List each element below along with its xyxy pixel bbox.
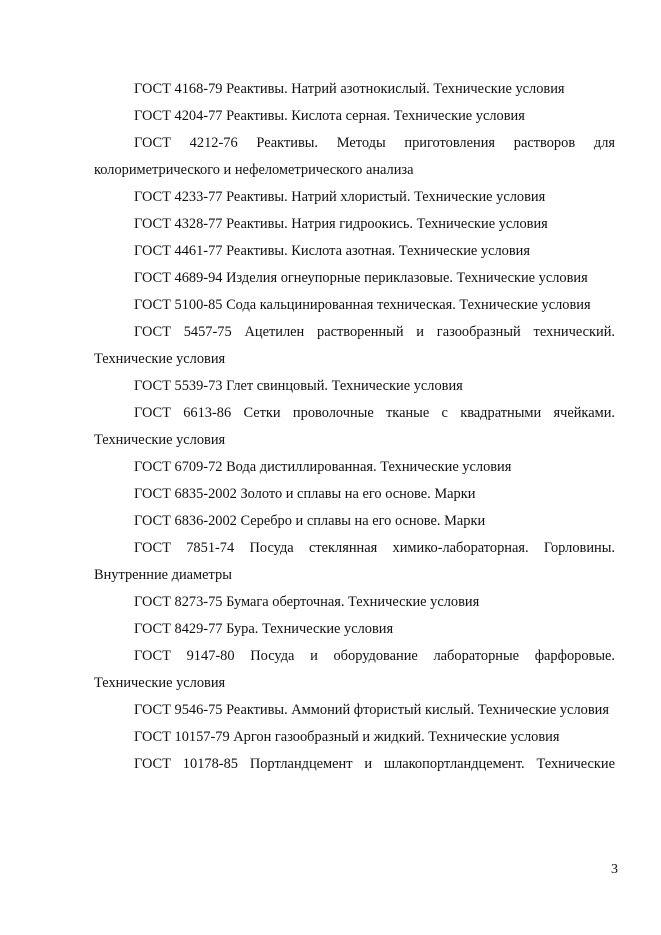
gost-entry: ГОСТ 4204-77 Реактивы. Кислота серная. Технические условия: [134, 108, 525, 124]
gost-entry: ГОСТ 4168-79 Реактивы. Натрий азотнокислый. Технические условия: [134, 81, 565, 97]
gost-entry: ГОСТ 4212-76 Реактивы. Методы приготовления растворов для колориметрического и нефелометрического анализа: [94, 135, 615, 178]
gost-entry: ГОСТ 5457-75 Ацетилен растворенный и газообразный технический. Технические условия: [94, 324, 615, 367]
gost-entry: ГОСТ 9546-75 Реактивы. Аммоний фтористый кислый. Технические условия: [134, 702, 609, 718]
gost-entry: ГОСТ 4328-77 Реактивы. Натрия гидроокись. Технические условия: [134, 216, 548, 232]
page-number: 3: [611, 862, 618, 877]
gost-entry: ГОСТ 10178-85 Портландцемент и шлакопортландцемент. Технические: [134, 756, 615, 772]
gost-entry: ГОСТ 6835-2002 Золото и сплавы на его основе. Марки: [134, 486, 476, 502]
gost-entry: ГОСТ 4233-77 Реактивы. Натрий хлористый. Технические условия: [134, 189, 546, 205]
gost-entry: ГОСТ 8429-77 Бура. Технические условия: [134, 621, 394, 637]
gost-entry: ГОСТ 8273-75 Бумага оберточная. Технические условия: [134, 594, 480, 610]
gost-entry: ГОСТ 6836-2002 Серебро и сплавы на его основе. Марки: [134, 513, 486, 529]
gost-reference-list: [94, 76, 615, 778]
gost-entry: ГОСТ 5100-85 Сода кальцинированная техническая. Технические условия: [134, 297, 591, 313]
gost-entry: ГОСТ 5539-73 Глет свинцовый. Технические условия: [134, 378, 463, 394]
gost-entry: ГОСТ 6613-86 Сетки проволочные тканые с квадратными ячейками. Технические условия: [94, 405, 615, 448]
gost-entry: ГОСТ 4461-77 Реактивы. Кислота азотная. Технические условия: [134, 243, 530, 259]
gost-entry: ГОСТ 10157-79 Аргон газообразный и жидкий. Технические условия: [134, 729, 560, 745]
gost-entry: ГОСТ 7851-74 Посуда стеклянная химико-лабораторная. Горловины. Внутренние диаметры: [94, 540, 615, 583]
gost-entry: ГОСТ 9147-80 Посуда и оборудование лабораторные фарфоровые. Технические условия: [94, 648, 615, 691]
gost-entry: ГОСТ 4689-94 Изделия огнеупорные периклазовые. Технические условия: [134, 270, 588, 286]
gost-entry: ГОСТ 6709-72 Вода дистиллированная. Технические условия: [134, 459, 512, 475]
